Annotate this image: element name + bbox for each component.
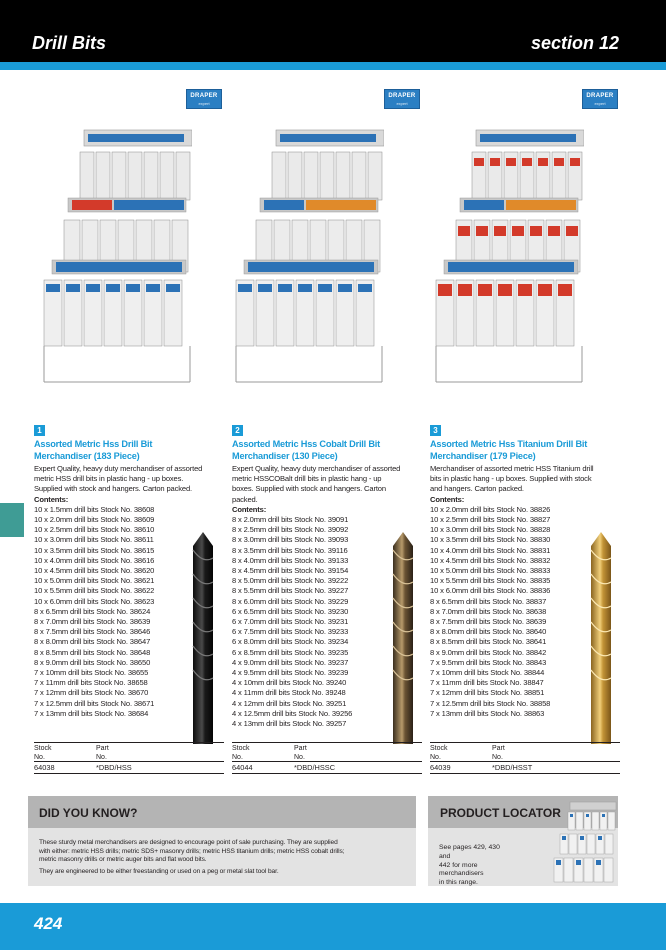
- part-header-cell: [492, 744, 505, 762]
- product-locator-panel: [428, 796, 618, 886]
- list-item: 8 x 8.0mm drill bits Stock No. 38640: [430, 627, 547, 637]
- product-locator-text: [439, 844, 505, 888]
- stock-number: 64038: [34, 763, 55, 772]
- list-item: 6 x 7.5mm drill bits Stock No. 39233: [232, 627, 349, 637]
- list-item: 8 x 3.5mm drill bits Stock No. 39116: [232, 545, 348, 555]
- stock-number: 64044: [232, 763, 253, 772]
- header-text: Stock: [34, 745, 52, 752]
- list-item: 10 x 1.5mm drill bits Stock No. 38608: [34, 504, 155, 514]
- brand-logo-text: DRAPER: [190, 93, 218, 99]
- list-item: 10 x 4.0mm drill bits Stock No. 38831: [430, 545, 551, 555]
- list-item: 4 x 10mm drill bits Stock No. 39240: [232, 678, 347, 688]
- header-text: No.: [430, 754, 441, 761]
- brand-logo-subtext: expert: [198, 101, 210, 106]
- table-row: [34, 762, 224, 774]
- list-item: 8 x 2.5mm drill bits Stock No. 39092: [232, 525, 349, 535]
- list-item: 10 x 5.0mm drill bits Stock No. 38621: [34, 576, 155, 586]
- locator-line: 442 for more merchandisers: [439, 861, 484, 878]
- description-line: boxes. Supplied with stock and hangers. Carton: [232, 484, 386, 494]
- list-item: 8 x 7.0mm drill bits Stock No. 38639: [34, 617, 151, 627]
- description-line: metric HSS drill bits in plastic hang - up boxes.: [34, 474, 184, 484]
- header-text: Part: [96, 745, 109, 752]
- header-text: No.: [34, 754, 45, 761]
- list-item: 8 x 4.5mm drill bits Stock No. 39154: [232, 566, 349, 576]
- part-number: *DBD/HSS: [96, 763, 132, 772]
- list-item: 10 x 2.5mm drill bits Stock No. 38827: [430, 515, 551, 525]
- stock-header-cell: [34, 744, 52, 762]
- list-item: 7 x 12mm drill bits Stock No. 38851: [430, 688, 545, 698]
- description-line: Expert Quality, heavy duty merchandiser of assorted: [34, 464, 203, 473]
- list-item: 10 x 3.5mm drill bits Stock No. 38615: [34, 545, 155, 555]
- brand-logo: [582, 89, 618, 109]
- contents-heading: Contents:: [34, 494, 69, 504]
- description-line: bits in plastic hang - up boxes. Supplied with stock: [430, 474, 592, 484]
- list-item: 10 x 2.0mm drill bits Stock No. 38609: [34, 515, 155, 525]
- stock-table: [430, 742, 620, 776]
- merchandiser-image-cobalt: [232, 128, 384, 384]
- drill-bit-titanium-image: [578, 530, 624, 744]
- product-number-badge: 3: [430, 425, 441, 436]
- did-you-know-header: [28, 796, 416, 828]
- drill-bit-cobalt-image: [380, 530, 426, 744]
- list-item: 10 x 2.0mm drill bits Stock No. 38826: [430, 504, 551, 514]
- list-item: 8 x 8.0mm drill bits Stock No. 38647: [34, 637, 151, 647]
- stock-table-header: [232, 742, 422, 762]
- did-you-know-paragraph: [39, 839, 411, 865]
- merchandiser-image-hss: [40, 128, 192, 384]
- contents-heading: Contents:: [430, 494, 465, 504]
- paragraph-line: metric masonry drills or metric auger bits and flat wood bits.: [39, 856, 207, 864]
- stock-header-cell: [430, 744, 448, 762]
- list-item: 7 x 13mm drill bits Stock No. 38863: [430, 708, 545, 718]
- list-item: 6 x 7.0mm drill bits Stock No. 39231: [232, 617, 349, 627]
- page-header: [0, 0, 666, 62]
- part-number: *DBD/HSSC: [294, 763, 336, 772]
- description-line: packed.: [232, 494, 258, 504]
- product-number-badge: 1: [34, 425, 45, 436]
- list-item: 8 x 7.0mm drill bits Stock No. 38638: [430, 606, 547, 616]
- brand-logo: [384, 89, 420, 109]
- header-text: No.: [492, 754, 503, 761]
- header-text: Part: [492, 745, 505, 752]
- table-row: [232, 762, 422, 774]
- list-item: 4 x 13mm drill bits Stock No. 39257: [232, 719, 347, 729]
- list-item: 10 x 3.0mm drill bits Stock No. 38828: [430, 525, 551, 535]
- list-item: 4 x 9.0mm drill bits Stock No. 39237: [232, 657, 349, 667]
- did-you-know-title: DID YOU KNOW?: [39, 806, 138, 820]
- product-title-line: Assorted Metric Hss Drill Bit: [34, 439, 153, 449]
- header-stripe: [0, 62, 666, 70]
- list-item: 4 x 11mm drill bits Stock No. 39248: [232, 688, 346, 698]
- list-item: 4 x 12.5mm drill bits Stock No. 39256: [232, 708, 353, 718]
- description-line: Expert Quality, heavy duty merchandiser of assorted: [232, 464, 401, 473]
- page-footer: [0, 903, 666, 950]
- list-item: 10 x 5.0mm drill bits Stock No. 38833: [430, 566, 551, 576]
- header-text: Stock: [232, 745, 250, 752]
- list-item: 4 x 12mm drill bits Stock No. 39251: [232, 698, 347, 708]
- paragraph-line: These sturdy metal merchandisers are designed to encourage point of sale purchasing. They are supplied: [39, 839, 338, 846]
- list-item: 8 x 6.5mm drill bits Stock No. 38624: [34, 606, 151, 616]
- stock-table-header: [430, 742, 620, 762]
- list-item: 7 x 9.5mm drill bits Stock No. 38843: [430, 657, 547, 667]
- list-item: 8 x 9.0mm drill bits Stock No. 38650: [34, 657, 151, 667]
- list-item: 10 x 2.5mm drill bits Stock No. 38610: [34, 525, 155, 535]
- list-item: 10 x 3.5mm drill bits Stock No. 38830: [430, 535, 551, 545]
- list-item: 7 x 12.5mm drill bits Stock No. 38858: [430, 698, 551, 708]
- list-item: 6 x 8.0mm drill bits Stock No. 39234: [232, 637, 349, 647]
- list-item: 6 x 8.5mm drill bits Stock No. 39235: [232, 647, 349, 657]
- stock-table: [34, 742, 224, 776]
- merchandiser-image-titanium: [432, 128, 584, 384]
- list-item: 8 x 2.0mm drill bits Stock No. 39091: [232, 515, 349, 525]
- list-item: 7 x 11mm drill bits Stock No. 38847: [430, 678, 544, 688]
- stock-header-cell: [232, 744, 250, 762]
- product-title: [34, 438, 224, 462]
- stock-table-header: [34, 742, 224, 762]
- product-title-line: Assorted Metric Hss Cobalt Drill Bit: [232, 439, 380, 449]
- product-title-line: Assorted Metric Hss Titanium Drill Bit: [430, 439, 588, 449]
- did-you-know-paragraph: They are engineered to be either freestanding or used on a peg or metal slat tool bar.: [39, 868, 279, 875]
- drill-bit-black-image: [180, 530, 226, 744]
- description-line: Supplied with stock and hangers. Carton packed.: [34, 484, 193, 494]
- did-you-know-panel: [28, 796, 416, 886]
- stock-table: [232, 742, 422, 776]
- brand-logo-text: DRAPER: [388, 93, 416, 99]
- list-item: 6 x 6.5mm drill bits Stock No. 39230: [232, 606, 349, 616]
- brand-logo-subtext: expert: [594, 101, 606, 106]
- list-item: 10 x 3.0mm drill bits Stock No. 38611: [34, 535, 154, 545]
- list-item: 8 x 9.0mm drill bits Stock No. 38842: [430, 647, 547, 657]
- list-item: 8 x 8.5mm drill bits Stock No. 38641: [430, 637, 547, 647]
- product-title: [232, 438, 422, 462]
- header-text: No.: [96, 754, 107, 761]
- table-row: [430, 762, 620, 774]
- part-header-cell: [96, 744, 109, 762]
- list-item: 8 x 4.0mm drill bits Stock No. 39133: [232, 555, 349, 565]
- list-item: 7 x 12mm drill bits Stock No. 38670: [34, 688, 149, 698]
- list-item: 8 x 3.0mm drill bits Stock No. 39093: [232, 535, 349, 545]
- description-line: Merchandiser of assorted metric HSS Titanium drill: [430, 464, 594, 473]
- list-item: 8 x 5.0mm drill bits Stock No. 39222: [232, 576, 349, 586]
- product-locator-title: PRODUCT LOCATOR: [440, 806, 561, 820]
- list-item: 8 x 5.5mm drill bits Stock No. 39227: [232, 586, 349, 596]
- product-number-badge: 2: [232, 425, 243, 436]
- list-item: 10 x 4.5mm drill bits Stock No. 38620: [34, 566, 155, 576]
- list-item: 7 x 12.5mm drill bits Stock No. 38671: [34, 698, 155, 708]
- part-number: *DBD/HSST: [492, 763, 533, 772]
- locator-line: in this range.: [439, 879, 478, 887]
- page-number: 424: [34, 914, 63, 933]
- product-title-line: Merchandiser (179 Piece): [430, 451, 536, 461]
- header-text: Stock: [430, 745, 448, 752]
- brand-logo-text: DRAPER: [586, 93, 614, 99]
- list-item: 7 x 10mm drill bits Stock No. 38655: [34, 668, 149, 678]
- product-title: [430, 438, 620, 462]
- header-text: Part: [294, 745, 307, 752]
- list-item: 10 x 6.0mm drill bits Stock No. 38836: [430, 586, 551, 596]
- part-header-cell: [294, 744, 307, 762]
- list-item: 8 x 6.5mm drill bits Stock No. 38837: [430, 596, 547, 606]
- list-item: 10 x 4.0mm drill bits Stock No. 38616: [34, 555, 155, 565]
- brand-logo-subtext: expert: [396, 101, 408, 106]
- stock-number: 64039: [430, 763, 451, 772]
- page-title: Drill Bits: [32, 33, 107, 53]
- list-item: 7 x 10mm drill bits Stock No. 38844: [430, 668, 545, 678]
- list-item: 8 x 8.5mm drill bits Stock No. 38648: [34, 647, 151, 657]
- list-item: 8 x 7.5mm drill bits Stock No. 38646: [34, 627, 151, 637]
- list-item: 10 x 6.0mm drill bits Stock No. 38623: [34, 596, 155, 606]
- locator-line: See pages 429, 430 and: [439, 844, 500, 860]
- product-title-line: Merchandiser (183 Piece): [34, 451, 140, 461]
- brand-logo: [186, 89, 222, 109]
- header-text: No.: [232, 754, 243, 761]
- list-item: 10 x 4.5mm drill bits Stock No. 38832: [430, 555, 551, 565]
- paragraph-line: with either: metric HSS drills; metric SDS+ masonry drills; metric HSS titanium drills; metric HSS cobalt drills;: [39, 847, 345, 855]
- contents-heading: Contents:: [232, 504, 267, 514]
- description-line: and hangers. Carton packed.: [430, 484, 524, 494]
- list-item: 8 x 7.5mm drill bits Stock No. 38639: [430, 617, 547, 627]
- list-item: 7 x 13mm drill bits Stock No. 38684: [34, 708, 149, 718]
- list-item: 7 x 11mm drill bits Stock No. 38658: [34, 678, 148, 688]
- product-title-line: Merchandiser (130 Piece): [232, 451, 338, 461]
- description-line: metric HSSCOBalt drill bits in plastic hang - up: [232, 474, 382, 484]
- section-label: section 12: [530, 33, 619, 53]
- list-item: 10 x 5.5mm drill bits Stock No. 38835: [430, 576, 551, 586]
- list-item: 8 x 6.0mm drill bits Stock No. 39229: [232, 596, 349, 606]
- list-item: 4 x 9.5mm drill bits Stock No. 39239: [232, 668, 349, 678]
- locator-merchandiser-image: [552, 800, 618, 884]
- list-item: 10 x 5.5mm drill bits Stock No. 38622: [34, 586, 155, 596]
- header-text: No.: [294, 754, 305, 761]
- section-side-tab: [0, 503, 24, 537]
